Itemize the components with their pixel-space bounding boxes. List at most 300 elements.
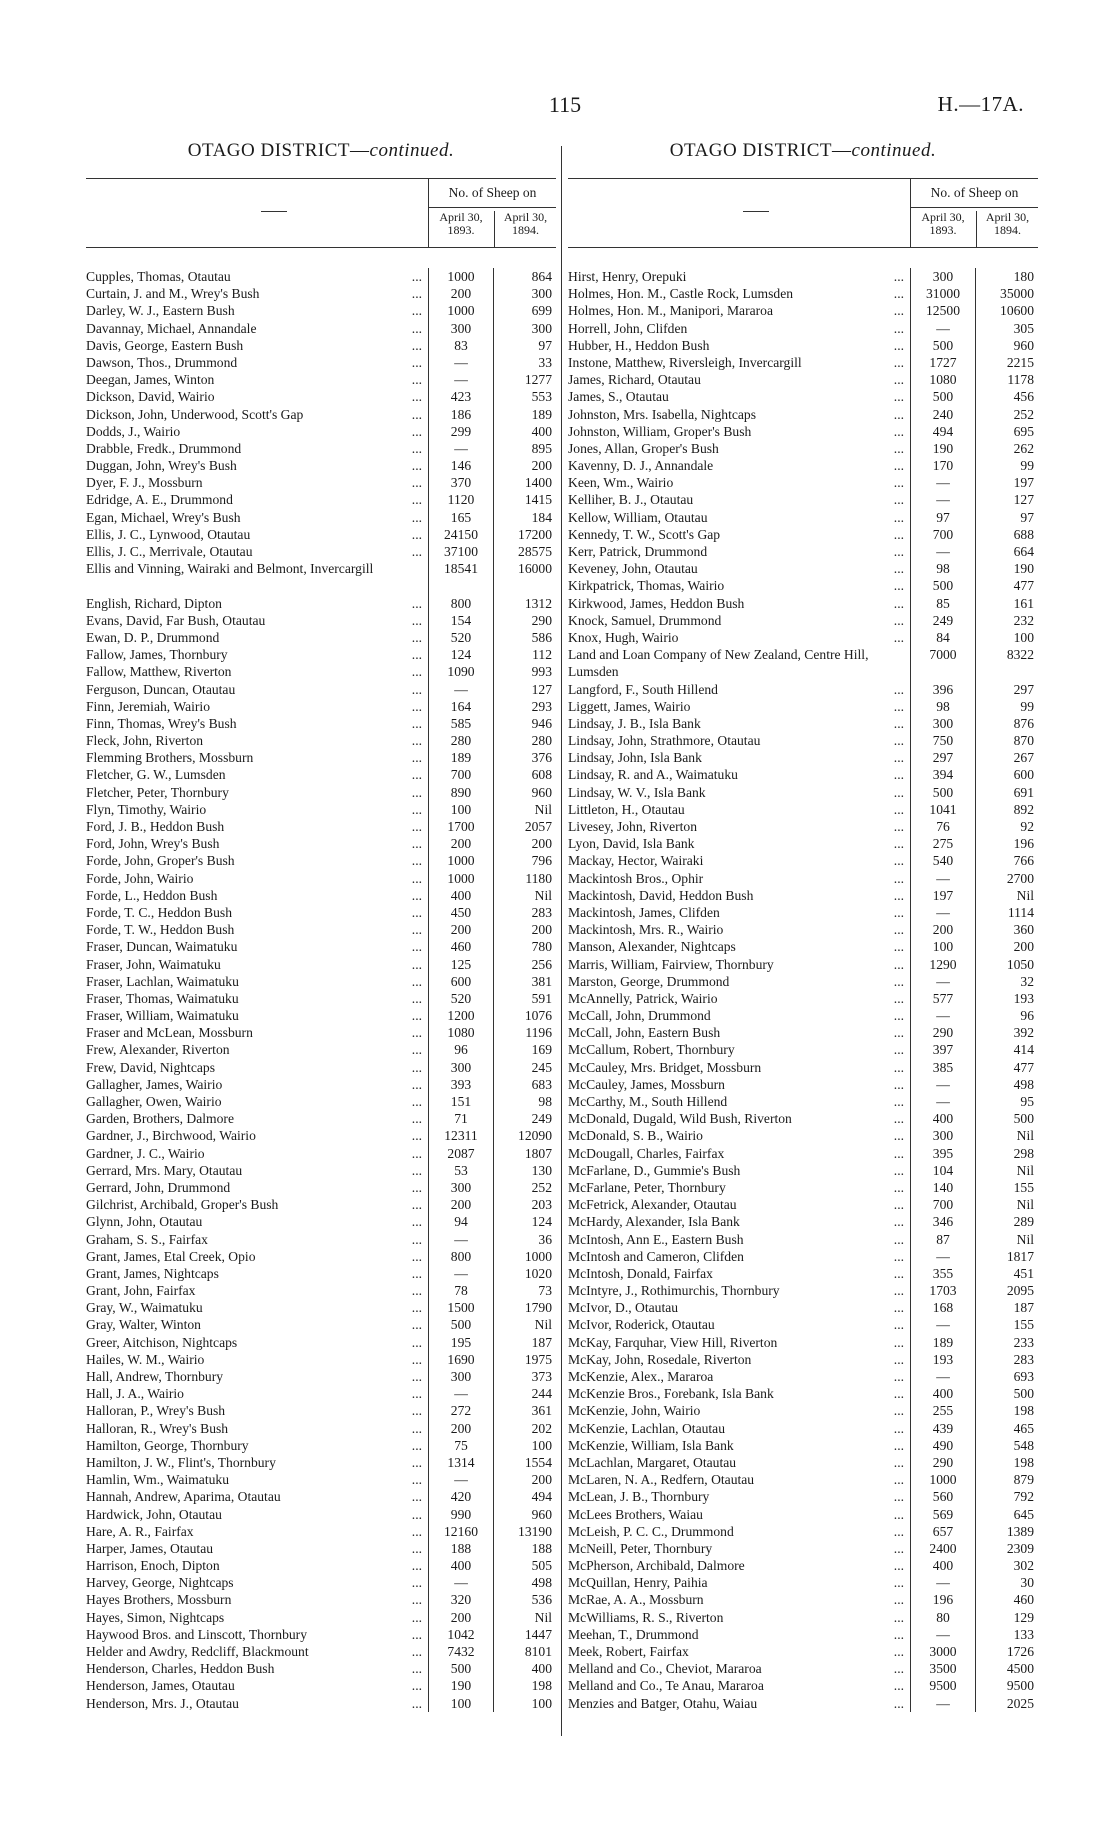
- sheep-count-group-header: No. of Sheep on April 30, 1893. April 30, 1894.: [910, 179, 1038, 247]
- table-row: [86, 732, 556, 749]
- owner-name: Flyn, Timothy, Wairio ...: [86, 801, 422, 817]
- table-row: [86, 646, 556, 663]
- sheep-count-1893: 400: [932, 1558, 954, 1574]
- table-row: [568, 560, 1038, 577]
- sheep-count-1894: 591: [531, 990, 552, 1006]
- sheep-count-1893: 12500: [926, 303, 960, 319]
- sheep-count-1893: 420: [450, 1489, 472, 1505]
- table-row: [568, 1437, 1038, 1454]
- owner-name: Hall, Andrew, Thornbury ...: [86, 1369, 422, 1385]
- sheep-count-1894: 960: [531, 784, 552, 800]
- sheep-count-1894: 608: [531, 767, 552, 783]
- table-row: [86, 612, 556, 629]
- sheep-count-1893: 585: [450, 715, 472, 731]
- sheep-count-1893: 200: [450, 1420, 472, 1436]
- sheep-count-1893: 297: [932, 750, 954, 766]
- table-row: [86, 1282, 556, 1299]
- owner-name: Forde, John, Wairio ...: [86, 870, 422, 886]
- table-row: [86, 1351, 556, 1368]
- owner-name: Marston, George, Drummond ...: [568, 973, 904, 989]
- sheep-count-1893: 200: [450, 286, 472, 302]
- sheep-count-1894: 2309: [1006, 1540, 1034, 1556]
- sheep-count-1894: 864: [531, 269, 552, 284]
- table-row: [568, 1420, 1038, 1437]
- table-row: [86, 921, 556, 938]
- owner-name: Evans, David, Far Bush, Otautau ...: [86, 612, 422, 628]
- owner-name: Kavenny, D. J., Annandale ...: [568, 458, 904, 474]
- sheep-count-1894: 688: [1013, 526, 1034, 542]
- sheep-count-1893: 700: [932, 1197, 954, 1213]
- name-column-dash: [261, 211, 287, 212]
- sheep-count-1893: 275: [932, 836, 954, 852]
- table-row: [568, 921, 1038, 938]
- sheep-count-1894: 1400: [524, 475, 552, 491]
- sheep-count-1894: 16000: [518, 561, 552, 577]
- table-row: [568, 1179, 1038, 1196]
- sheep-count-1893: 1090: [447, 664, 475, 680]
- sheep-count-1893: 299: [450, 423, 472, 439]
- owner-name: Hannah, Andrew, Aparima, Otautau ...: [86, 1489, 422, 1505]
- sheep-count-1894: 267: [1013, 750, 1034, 766]
- left-table-header: [86, 178, 556, 248]
- sheep-count-1893: 1290: [929, 956, 957, 972]
- owner-name: Glynn, John, Otautau ...: [86, 1214, 422, 1230]
- document-reference: H.—17A.: [937, 92, 1024, 116]
- sheep-count-1894: 1277: [524, 372, 552, 388]
- sheep-count-1894: 97: [1020, 509, 1034, 525]
- sheep-count-1894: 202: [531, 1420, 552, 1436]
- table-row: [86, 904, 556, 921]
- owner-name: Dickson, John, Underwood, Scott's Gap ...: [86, 406, 422, 422]
- owner-name: Fleck, John, Riverton ...: [86, 733, 422, 749]
- sheep-count-1894: 249: [531, 1111, 552, 1127]
- owner-name: McIvor, D., Otautau ...: [568, 1300, 904, 1316]
- sheep-count-1893: —: [454, 372, 468, 388]
- table-row: [568, 440, 1038, 457]
- sheep-count-1893: 97: [936, 509, 950, 525]
- sheep-count-1894: 2095: [1006, 1283, 1034, 1299]
- sheep-count-1894: 664: [1013, 544, 1034, 559]
- sheep-count-1894: 13190: [518, 1523, 552, 1539]
- owner-name: Kennedy, T. W., Scott's Gap ...: [568, 526, 904, 542]
- owner-name: McNeill, Peter, Thornbury ...: [568, 1540, 904, 1556]
- sheep-count-1893: 37100: [444, 544, 478, 559]
- table-row: [568, 1506, 1038, 1523]
- owner-name: Keveney, John, Otautau ...: [568, 561, 904, 577]
- owner-name: Gerrard, John, Drummond ...: [86, 1179, 422, 1195]
- table-row: [86, 1385, 556, 1402]
- sheep-count-1893: 87: [936, 1231, 950, 1247]
- owner-name: Liggett, James, Wairio ...: [568, 698, 904, 714]
- owner-name: Fraser, Thomas, Waimatuku ...: [86, 990, 422, 1006]
- sheep-count-1893: 1000: [447, 870, 475, 886]
- sheep-count-1894: 1975: [524, 1351, 552, 1367]
- sheep-count-1894: 414: [1013, 1042, 1034, 1058]
- table-row: [86, 491, 556, 508]
- table-row: [86, 457, 556, 474]
- table-row: [86, 629, 556, 646]
- sheep-count-1893: —: [936, 1317, 950, 1333]
- table-row: [86, 474, 556, 491]
- sheep-count-1894: 112: [532, 647, 552, 663]
- table-row: [86, 1523, 556, 1540]
- owner-name: McCall, John, Eastern Bush ...: [568, 1025, 904, 1041]
- sheep-count-1894: 1000: [524, 1248, 552, 1264]
- table-row: [568, 1024, 1038, 1041]
- sheep-count-1893: 170: [932, 458, 954, 474]
- sheep-count-1894: 99: [1020, 698, 1034, 714]
- owner-name: Gardner, J. C., Wairio ...: [86, 1145, 422, 1161]
- sheep-count-1894: 10600: [1000, 303, 1034, 319]
- sheep-count-1894: Nil: [1016, 1128, 1034, 1144]
- sheep-count-1894: 198: [1013, 1403, 1034, 1419]
- owner-name: Fletcher, G. W., Lumsden ...: [86, 767, 422, 783]
- sheep-count-1893: 104: [932, 1162, 954, 1178]
- table-row: [568, 371, 1038, 388]
- owner-name: McFetrick, Alexander, Otautau ...: [568, 1197, 904, 1213]
- sheep-count-1894: 946: [531, 715, 552, 731]
- owner-name: Kellow, William, Otautau ...: [568, 509, 904, 525]
- owner-name: Dyer, F. J., Mossburn ...: [86, 475, 422, 491]
- owner-name: McKay, John, Rosedale, Riverton ...: [568, 1351, 904, 1367]
- sheep-count-1894: 373: [531, 1369, 552, 1385]
- table-row: [568, 938, 1038, 955]
- table-row: [568, 337, 1038, 354]
- sheep-count-1893: —: [936, 1369, 950, 1385]
- sheep-count-1894: Nil: [534, 801, 552, 817]
- table-row: [86, 1265, 556, 1282]
- sheep-count-1893: 290: [932, 1454, 954, 1470]
- table-row: [86, 1574, 556, 1591]
- table-row: [568, 1334, 1038, 1351]
- sheep-count-1893: —: [936, 1695, 950, 1711]
- table-row: [86, 1316, 556, 1333]
- table-row: [568, 1093, 1038, 1110]
- owner-name: Mackintosh, James, Clifden ...: [568, 904, 904, 920]
- table-row: [568, 784, 1038, 801]
- sheep-count-1894: 188: [531, 1540, 552, 1556]
- owner-name: Grant, James, Etal Creek, Opio ...: [86, 1248, 422, 1264]
- table-row: [86, 818, 556, 835]
- table-row: [86, 1437, 556, 1454]
- owner-name: McPherson, Archibald, Dalmore ...: [568, 1558, 904, 1574]
- table-row: [568, 354, 1038, 371]
- sheep-count-1894: 451: [1013, 1265, 1034, 1281]
- sheep-count-1893: —: [936, 475, 950, 491]
- sheep-count-1893: 12311: [444, 1128, 478, 1144]
- sheep-count-1894: Nil: [534, 887, 552, 903]
- table-row: [568, 1041, 1038, 1058]
- sheep-count-1893: —: [936, 1008, 950, 1024]
- sheep-count-1894: 28575: [518, 544, 552, 559]
- sheep-count-1894: 792: [1013, 1489, 1034, 1505]
- sheep-count-1894: 12090: [518, 1128, 552, 1144]
- column-separator: [561, 146, 562, 1736]
- sheep-count-1894: 1447: [524, 1626, 552, 1642]
- sheep-count-1893: 272: [450, 1403, 472, 1419]
- sheep-count-1893: 280: [450, 733, 472, 749]
- sheep-count-1893: 1000: [447, 303, 475, 319]
- table-row: [568, 1626, 1038, 1643]
- sheep-count-1893: 140: [932, 1179, 954, 1195]
- table-row: [86, 1695, 556, 1712]
- owner-name: Harvey, George, Nightcaps ...: [86, 1575, 422, 1591]
- owner-name: Graham, S. S., Fairfax ...: [86, 1231, 422, 1247]
- sheep-count-1893: 394: [932, 767, 954, 783]
- sheep-count-1893: —: [454, 1472, 468, 1488]
- sheep-count-1894: 200: [531, 836, 552, 852]
- sheep-count-1894: 870: [1013, 733, 1034, 749]
- owner-name: Keen, Wm., Wairio ...: [568, 475, 904, 491]
- sheep-count-1894: 169: [531, 1042, 552, 1058]
- owner-name: Ellis, J. C., Merrivale, Otautau ...: [86, 544, 422, 559]
- table-row: [568, 956, 1038, 973]
- table-row: [86, 595, 556, 612]
- sheep-count-1893: 249: [932, 612, 954, 628]
- owner-name: Johnston, William, Groper's Bush ...: [568, 423, 904, 439]
- column-header-1894: April 30, 1894.: [494, 211, 556, 247]
- owner-name: Dodds, J., Wairio ...: [86, 423, 422, 439]
- sheep-count-1893: 569: [932, 1506, 954, 1522]
- table-row: [568, 1471, 1038, 1488]
- sheep-count-1893: 890: [450, 784, 472, 800]
- owner-name: McQuillan, Henry, Paihia ...: [568, 1575, 904, 1591]
- sheep-count-1894: 477: [1013, 578, 1034, 594]
- sheep-count-1894: 645: [1013, 1506, 1034, 1522]
- owner-name: Holmes, Hon. M., Manipori, Mararoa ...: [568, 303, 904, 319]
- sheep-count-1894: 691: [1013, 784, 1034, 800]
- owner-name: James, S., Otautau ...: [568, 389, 904, 405]
- table-row: [568, 388, 1038, 405]
- table-row: [86, 440, 556, 457]
- right-column-title: OTAGO DISTRICT—continued.: [669, 140, 937, 161]
- owner-name: Frew, David, Nightcaps ...: [86, 1059, 422, 1075]
- sheep-count-1893: 75: [454, 1437, 468, 1453]
- table-row: [86, 1162, 556, 1179]
- sheep-count-1893: 560: [932, 1489, 954, 1505]
- sheep-count-1893: 300: [450, 320, 472, 336]
- sheep-count-1894: 96: [1020, 1008, 1034, 1024]
- sheep-count-1894: Nil: [1016, 1231, 1034, 1247]
- sheep-count-1893: 300: [932, 269, 954, 284]
- sheep-count-1893: —: [936, 904, 950, 920]
- sheep-count-1894: 127: [531, 681, 552, 697]
- table-row: [568, 1523, 1038, 1540]
- sheep-count-1893: 1500: [447, 1300, 475, 1316]
- table-row: [568, 285, 1038, 302]
- sheep-count-1893: 1000: [447, 853, 475, 869]
- owner-name: McDonald, Dugald, Wild Bush, Riverton ...: [568, 1111, 904, 1127]
- sheep-count-1894: 456: [1013, 389, 1034, 405]
- table-row: [568, 990, 1038, 1007]
- table-row: [568, 1145, 1038, 1162]
- sheep-count-1894: 302: [1013, 1558, 1034, 1574]
- table-row: [86, 1231, 556, 1248]
- sheep-count-1894: 290: [531, 612, 552, 628]
- table-row: [568, 1540, 1038, 1557]
- sheep-count-1894: 200: [531, 458, 552, 474]
- table-row: [86, 870, 556, 887]
- sheep-count-1894: 133: [1013, 1626, 1034, 1642]
- owner-name: Lyon, David, Isla Bank ...: [568, 836, 904, 852]
- table-row: [86, 973, 556, 990]
- table-row: [568, 1110, 1038, 1127]
- owner-name: McDougall, Charles, Fairfax ...: [568, 1145, 904, 1161]
- owner-name: McIntosh and Cameron, Clifden ...: [568, 1248, 904, 1264]
- sheep-count-1893: 168: [932, 1300, 954, 1316]
- sheep-count-1893: 146: [450, 458, 472, 474]
- sheep-count-1893: 320: [450, 1592, 472, 1608]
- sheep-count-1894: 30: [1020, 1575, 1034, 1591]
- owner-name: Holmes, Hon. M., Castle Rock, Lumsden ...: [568, 286, 904, 302]
- table-row: [86, 990, 556, 1007]
- table-row: [86, 509, 556, 526]
- owner-name: English, Richard, Dipton ...: [86, 595, 422, 611]
- table-row: [568, 423, 1038, 440]
- sheep-count-1893: 800: [450, 1248, 472, 1264]
- sheep-count-1894: 1114: [1007, 904, 1034, 920]
- table-row: [86, 1660, 556, 1677]
- table-row: [568, 1316, 1038, 1333]
- sheep-count-1893: —: [936, 1076, 950, 1092]
- sheep-count-1894: 244: [531, 1386, 552, 1402]
- sheep-count-1894: 376: [531, 750, 552, 766]
- sheep-count-1893: 1000: [447, 269, 475, 284]
- sheep-count-1893: 96: [454, 1042, 468, 1058]
- right-table-header: [568, 178, 1038, 248]
- sheep-count-1894: 1196: [525, 1025, 552, 1041]
- owner-name: McCarthy, M., South Hillend ...: [568, 1094, 904, 1110]
- owner-name: McKenzie Bros., Forebank, Isla Bank ...: [568, 1386, 904, 1402]
- table-row: [86, 852, 556, 869]
- owner-name: McKenzie, John, Wairio ...: [568, 1403, 904, 1419]
- owner-name: Kelliher, B. J., Otautau ...: [568, 492, 904, 508]
- table-row: [86, 1540, 556, 1557]
- sheep-count-1893: 83: [454, 337, 468, 353]
- sheep-count-1893: 439: [932, 1420, 954, 1436]
- owner-name: Ford, John, Wrey's Bush ...: [86, 836, 422, 852]
- owner-name: Deegan, James, Winton ...: [86, 372, 422, 388]
- owner-name: Hamlin, Wm., Waimatuku ...: [86, 1472, 422, 1488]
- table-row: [86, 835, 556, 852]
- table-row: [568, 1660, 1038, 1677]
- table-row: [86, 1506, 556, 1523]
- sheep-count-1893: 53: [454, 1162, 468, 1178]
- table-row: [568, 715, 1038, 732]
- sheep-count-1894: 197: [1013, 475, 1034, 491]
- owner-name: McIntosh, Donald, Fairfax ...: [568, 1265, 904, 1281]
- sheep-count-1893: 154: [450, 612, 472, 628]
- sheep-count-1893: 1314: [447, 1454, 475, 1470]
- sheep-count-1893: 3000: [929, 1644, 957, 1660]
- sheep-count-1894: 892: [1013, 801, 1034, 817]
- sheep-count-1893: 1727: [929, 354, 957, 370]
- sheep-count-1894: 2057: [524, 819, 552, 835]
- sheep-count-1894: 500: [1013, 1386, 1034, 1402]
- owner-name: Land and Loan Company of New Zealand, Centre Hill, Lumsden: [568, 647, 869, 680]
- sheep-count-1893: 990: [450, 1506, 472, 1522]
- owner-name: McCallum, Robert, Thornbury ...: [568, 1042, 904, 1058]
- table-row: [568, 852, 1038, 869]
- sheep-count-1893: 9500: [929, 1678, 957, 1694]
- sheep-count-1893: 1690: [447, 1351, 475, 1367]
- table-row: [568, 1591, 1038, 1608]
- table-row: [86, 526, 556, 543]
- sheep-count-1894: 256: [531, 956, 552, 972]
- owner-name: Finn, Jeremiah, Wairio ...: [86, 698, 422, 714]
- sheep-count-1894: 1076: [524, 1008, 552, 1024]
- table-row: [86, 1024, 556, 1041]
- sheep-count-1893: 400: [450, 887, 472, 903]
- table-row: [86, 1334, 556, 1351]
- sheep-count-1894: 203: [531, 1197, 552, 1213]
- sheep-count-1893: 100: [932, 939, 954, 955]
- sheep-count-1894: 297: [1013, 681, 1034, 697]
- sheep-count-1894: 196: [1013, 836, 1034, 852]
- sheep-count-1894: 876: [1013, 715, 1034, 731]
- sheep-count-1894: 494: [531, 1489, 552, 1505]
- sheep-count-1894: 1180: [525, 870, 552, 886]
- sheep-count-1894: 699: [531, 303, 552, 319]
- owner-name: Instone, Matthew, Riversleigh, Invercargill ...: [568, 354, 904, 370]
- sheep-count-1894: 960: [1013, 337, 1034, 353]
- sheep-count-1893: 520: [450, 990, 472, 1006]
- owner-name: McLean, J. B., Thornbury ...: [568, 1489, 904, 1505]
- sheep-count-1893: 393: [450, 1076, 472, 1092]
- table-row: [86, 371, 556, 388]
- owner-name: Lindsay, John, Isla Bank ...: [568, 750, 904, 766]
- sheep-count-1894: 97: [538, 337, 552, 353]
- sheep-count-1894: 293: [531, 698, 552, 714]
- table-row: [86, 1626, 556, 1643]
- sheep-count-1893: 197: [932, 887, 954, 903]
- sheep-count-1893: 196: [932, 1592, 954, 1608]
- owner-name: Duggan, John, Wrey's Bush ...: [86, 458, 422, 474]
- sheep-count-1893: 1000: [929, 1472, 957, 1488]
- table-row: [568, 1402, 1038, 1419]
- owner-name: Darley, W. J., Eastern Bush ...: [86, 303, 422, 319]
- owner-name: Ellis and Vinning, Wairaki and Belmont, Invercargill: [86, 561, 374, 577]
- sheep-count-1894: 1790: [524, 1300, 552, 1316]
- sheep-count-1894: 1807: [524, 1145, 552, 1161]
- sheep-count-1893: 190: [450, 1678, 472, 1694]
- owner-name: Forde, L., Heddon Bush ...: [86, 887, 422, 903]
- owner-name: Littleton, H., Otautau ...: [568, 801, 904, 817]
- owner-name: McIntosh, Ann E., Eastern Bush ...: [568, 1231, 904, 1247]
- owner-name: Gray, Walter, Winton ...: [86, 1317, 422, 1333]
- sheep-count-1893: 500: [450, 1317, 472, 1333]
- table-row: [568, 1643, 1038, 1660]
- owner-name: Melland and Co., Te Anau, Mararoa ...: [568, 1678, 904, 1694]
- left-column: [86, 140, 556, 1712]
- column-header-1893: April 30, 1893.: [921, 210, 965, 237]
- owner-name: Hare, A. R., Fairfax ...: [86, 1523, 422, 1539]
- table-row: [568, 698, 1038, 715]
- table-row: [568, 818, 1038, 835]
- table-row: [86, 1299, 556, 1316]
- owner-name: Fallow, James, Thornbury ...: [86, 647, 422, 663]
- owner-name: Fraser, John, Waimatuku ...: [86, 956, 422, 972]
- sheep-count-1894: Nil: [1016, 887, 1034, 903]
- sheep-count-1894: 500: [1013, 1111, 1034, 1127]
- owner-name: Menzies and Batger, Otahu, Waiau ...: [568, 1695, 904, 1711]
- sheep-count-1894: Nil: [1016, 1197, 1034, 1213]
- table-row: [86, 1093, 556, 1110]
- table-row: [568, 577, 1038, 594]
- sheep-count-1893: 500: [932, 337, 954, 353]
- sheep-count-1893: 1080: [929, 372, 957, 388]
- sheep-count-1893: 1200: [447, 1008, 475, 1024]
